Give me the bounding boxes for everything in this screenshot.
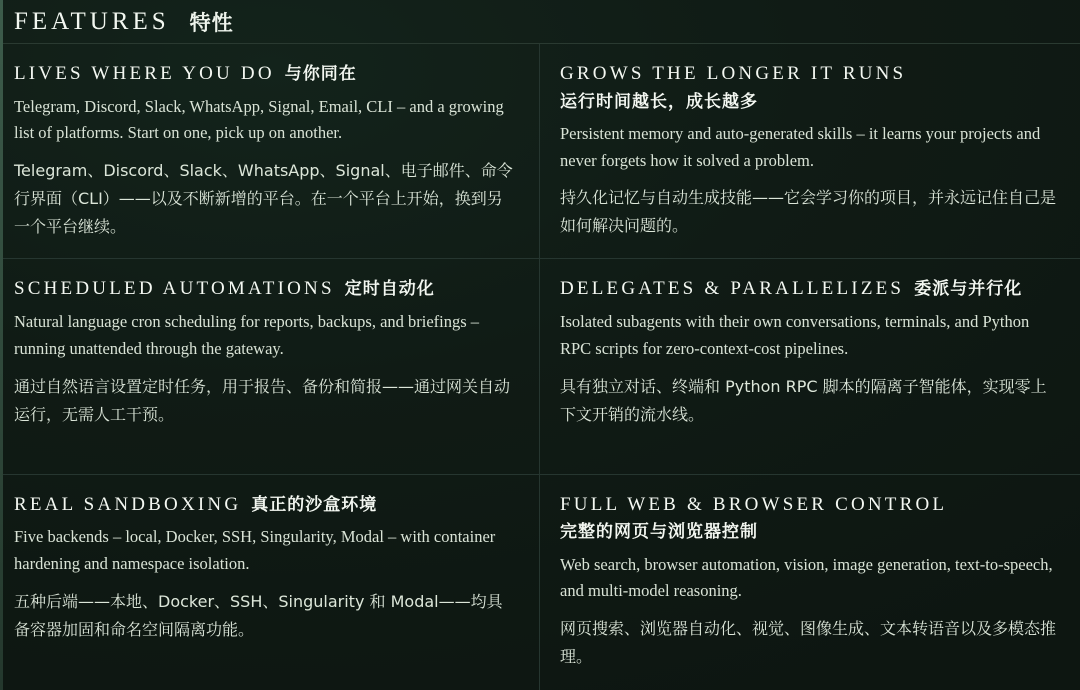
page-title-cn: 特性 [189, 10, 234, 35]
feature-title-en: LIVES WHERE YOU DO [14, 63, 275, 84]
feature-title [560, 277, 1058, 301]
feature-title [560, 493, 1058, 544]
feature-body-cn: 五种后端——本地、Docker、SSH、Singularity 和 Modal——均具备容器加固和命名空间隔离功能。 [14, 591, 503, 639]
page-header [0, 0, 1080, 44]
feature-title-cn: 委派与并行化 [914, 279, 1023, 300]
feature-title-cn: 运行时间越长，成长越多 [560, 91, 758, 112]
feature-card-delegates-and-parallelizes [540, 259, 1080, 474]
feature-body-cn: 网页搜索、浏览器自动化、视觉、图像生成、文本转语音以及多模态推理。 [560, 619, 1057, 667]
features-grid [0, 44, 1080, 690]
feature-title [560, 62, 1058, 113]
feature-title-cn: 定时自动化 [344, 279, 435, 300]
feature-title-en: SCHEDULED AUTOMATIONS [14, 278, 335, 300]
feature-body-en: Isolated subagents with their own conversations, terminals, and Python RPC scripts for zero-context-cost pipelines. [560, 312, 1030, 358]
feature-body-en: Five backends – local, Docker, SSH, Singularity, Modal – with container hardening and namespace isolation. [14, 527, 496, 574]
feature-body-en: Telegram, Discord, Slack, WhatsApp, Signal, Email, CLI – and a growing list of platforms. Start on one, pick up on another. [14, 96, 504, 143]
feature-body-cn: 具有独立对话、终端和 Python RPC 脚本的隔离子智能体，实现零上下文开销的流水线。 [560, 376, 1047, 424]
feature-title-en: DELEGATES & PARALLELIZES [560, 278, 905, 300]
feature-card-scheduled-automations [0, 259, 540, 474]
feature-body-cn: 持久化记忆与自动生成技能——它会学习你的项目，并永远记住自己是如何解决问题的。 [560, 188, 1057, 236]
feature-title [14, 493, 517, 517]
feature-body-en: Natural language cron scheduling for reports, backups, and briefings – running unattended through the gateway. [14, 312, 480, 358]
feature-body-en: Persistent memory and auto-generated skills – it learns your projects and never forgets how it solved a problem. [560, 124, 1041, 170]
feature-body-cn: Telegram、Discord、Slack、WhatsApp、Signal、电子邮件、命令行界面（CLI）——以及不断新增的平台。在一个平台上开始，换到另一个平台继续。 [14, 161, 513, 237]
feature-title-cn: 完整的网页与浏览器控制 [560, 522, 758, 543]
feature-title-en: GROWS THE LONGER IT RUNS [560, 63, 907, 84]
feature-body-en: Web search, browser automation, vision, image generation, text-to-speech, and multi-model reasoning. [560, 554, 1053, 601]
feature-title-en: FULL WEB & BROWSER CONTROL [560, 493, 948, 515]
feature-title [14, 62, 517, 86]
feature-title [14, 277, 517, 301]
feature-card-full-web-and-browser-control [540, 475, 1080, 690]
feature-title-cn: 真正的沙盒环境 [251, 494, 378, 515]
feature-title-cn: 与你同在 [284, 64, 357, 84]
page-title: FEATURES [14, 7, 170, 35]
feature-title-en: REAL SANDBOXING [14, 493, 242, 515]
feature-card-grows-the-longer-it-runs [540, 44, 1080, 259]
feature-body-cn: 通过自然语言设置定时任务，用于报告、备份和简报——通过网关自动运行，无需人工干预。 [14, 376, 511, 424]
feature-card-lives-where-you-do [0, 44, 540, 259]
left-accent-rule [0, 0, 3, 690]
feature-card-real-sandboxing [0, 475, 540, 690]
